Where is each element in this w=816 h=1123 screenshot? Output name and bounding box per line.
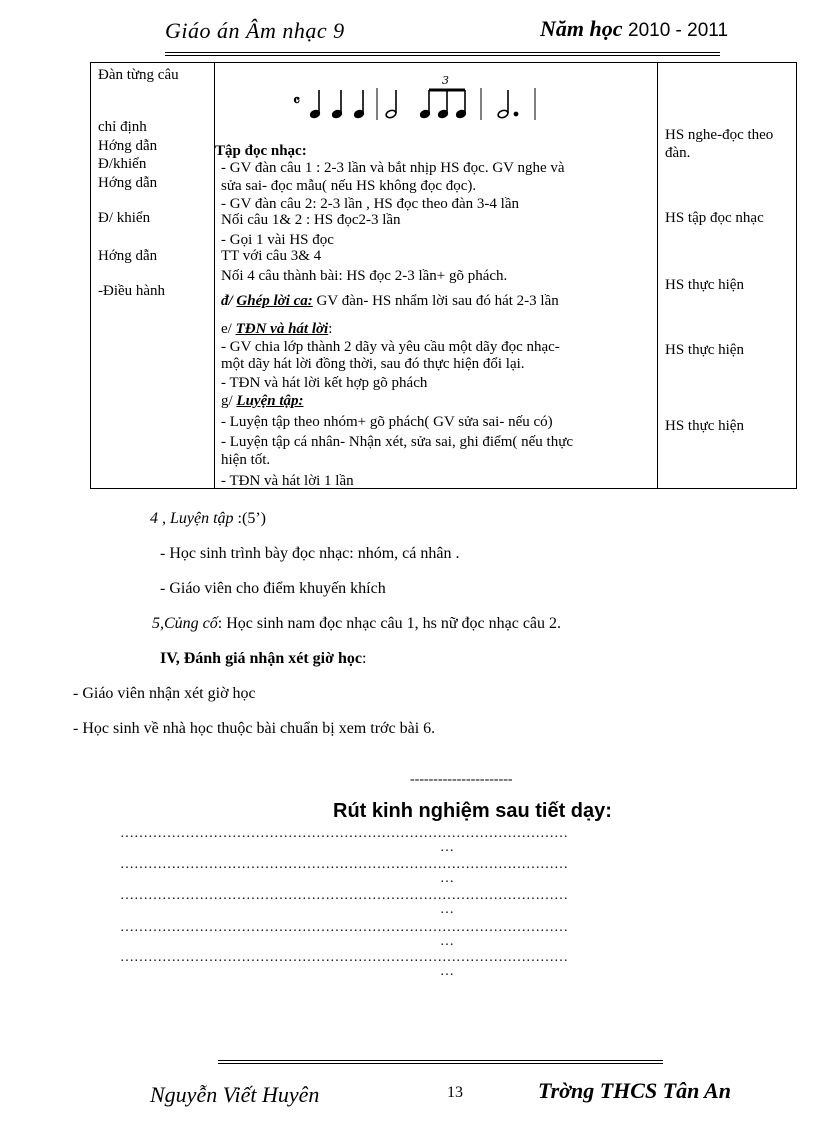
tdn-prefix: e/ [221, 321, 236, 337]
cung-co-line [152, 615, 561, 633]
ghep-text: GV đàn- HS nhẩm lời sau đó hát 2-3 lần [312, 293, 559, 309]
content-column [215, 63, 658, 489]
content-line: - GV chia lớp thành 2 dãy và yêu cầu một dãy đọc nhạc- [221, 339, 560, 355]
activity-item: đàn. [665, 145, 691, 161]
review-dotted-line: …………………………………………………………………………………… [120, 888, 568, 903]
tdn-title: TĐN và hát lời [235, 321, 329, 337]
review-dotted-tail: … [440, 964, 454, 979]
review-title-colon: : [605, 800, 612, 822]
lt-prefix: g/ [221, 393, 237, 409]
header-right-year [540, 16, 728, 42]
content-line: - GV đàn câu 1 : 2-3 lần và bắt nhịp HS đọc. GV nghe và [221, 160, 565, 176]
content-line: Nối câu 1& 2 : HS đọc2-3 lần [221, 212, 401, 228]
svg-text:𝄴: 𝄴 [293, 91, 301, 110]
footer-school: Trờng THCS Tân An [538, 1078, 731, 1103]
method-item: Hớng dẫn [98, 138, 158, 154]
review-dotted-tail: … [440, 871, 454, 886]
luyen-tap-time: :(5’) [233, 510, 266, 527]
student-activity-column [658, 63, 797, 489]
svg-text:3: 3 [442, 74, 449, 87]
method-item: Hớng dẫn [98, 175, 158, 191]
tdn-suffix: : [328, 321, 333, 337]
content-line: - Gọi 1 vài HS đọc [221, 232, 334, 248]
music-notation [285, 68, 655, 128]
review-dotted-line: …………………………………………………………………………………… [120, 950, 568, 965]
review-separator: ---------------------- [410, 772, 513, 787]
cung-co-label: 5,Củng cố [152, 615, 218, 632]
school-year-label: Năm học [540, 16, 623, 41]
content-line: - Luyện tập cá nhân- Nhận xét, sửa sai, ghi điểm( nếu thực [221, 434, 573, 450]
review-dotted-tail: … [440, 902, 454, 917]
content-line: - TĐN và hát lời 1 lần [221, 473, 354, 488]
method-item: Đàn từng câu [98, 67, 179, 83]
danh-gia-heading [160, 650, 366, 668]
content-line: - TĐN và hát lời kết hợp gõ phách [221, 375, 428, 391]
activity-item: HS nghe-đọc theo [665, 127, 774, 143]
ghep-title: Ghép lời ca: [236, 293, 313, 309]
luyen-tap-label: 4 , Luyện tập [150, 510, 234, 527]
page-number: 13 [447, 1084, 463, 1101]
footer-rule [218, 1060, 663, 1064]
review-dotted-tail: … [440, 934, 454, 949]
luyen-tap-item: - Học sinh trình bày đọc nhạc: nhóm, cá nhân . [160, 545, 460, 562]
content-line: sửa sai- đọc mẫu( nếu HS không đọc đọc). [221, 178, 477, 194]
lesson-table [90, 62, 797, 489]
review-title [333, 800, 612, 823]
method-item: -Điều hành [98, 283, 166, 299]
danh-gia-title: IV, Đánh giá nhận xét giờ học [160, 650, 362, 667]
tdn-heading-line [221, 321, 332, 338]
activity-item: HS thực hiện [665, 277, 744, 293]
activity-item: HS thực hiện [665, 342, 744, 358]
method-item: Hớng dẫn [98, 248, 158, 264]
header-rule [165, 52, 720, 56]
method-column [91, 63, 215, 489]
activity-item: HS tập đọc nhạc [665, 210, 764, 226]
cung-co-text: : Học sinh nam đọc nhạc câu 1, hs nữ đọc nhạc câu 2. [217, 615, 562, 632]
review-dotted-line: …………………………………………………………………………………… [120, 920, 568, 935]
method-item: Đ/ khiển [98, 210, 151, 226]
activity-item: HS thực hiện [665, 418, 744, 434]
content-line: - GV đàn câu 2: 2-3 lần , HS đọc theo đàn 3-4 lần [221, 196, 519, 212]
review-dotted-line: …………………………………………………………………………………… [120, 826, 568, 841]
school-year-value: 2010 - 2011 [628, 20, 729, 41]
content-line: một dãy hát lời đồng thời, sau đó thực hiện đổi lại. [221, 356, 525, 372]
content-line: - Luyện tập theo nhóm+ gõ phách( GV sửa sai- nếu có) [221, 414, 553, 430]
luyen-tap-item: - Giáo viên cho điểm khuyến khích [160, 580, 386, 597]
danh-gia-colon: : [361, 650, 367, 667]
method-item: Đ/khiển [98, 156, 147, 172]
nhan-xet-item: - Giáo viên nhận xét giờ học [73, 685, 256, 702]
luyen-tap-heading-line [221, 393, 304, 410]
header-left-title: Giáo án Âm nhạc 9 [165, 18, 345, 43]
review-dotted-tail: … [440, 840, 454, 855]
method-item: chỉ định [98, 119, 147, 135]
footer-author: Nguyễn Viết Huyên [150, 1082, 320, 1107]
review-title-text: Rút kinh nghiệm sau tiết dạy [333, 800, 606, 822]
section-title-tap-doc-nhac: Tập đọc nhạc: [215, 143, 307, 159]
nhan-xet-item: - Học sinh về nhà học thuộc bài chuẩn bị xem trớc bài 6. [73, 720, 436, 737]
content-line: hiện tốt. [221, 452, 271, 468]
ghep-prefix: đ/ [221, 293, 237, 309]
lt-title: Luyện tập: [236, 393, 304, 409]
content-line: Nối 4 câu thành bài: HS đọc 2-3 lần+ gõ phách. [221, 268, 508, 284]
review-dotted-line: …………………………………………………………………………………… [120, 857, 568, 872]
luyen-tap-heading [150, 510, 266, 528]
content-line: TT với câu 3& 4 [221, 248, 322, 264]
ghep-loi-ca-line [221, 293, 559, 310]
